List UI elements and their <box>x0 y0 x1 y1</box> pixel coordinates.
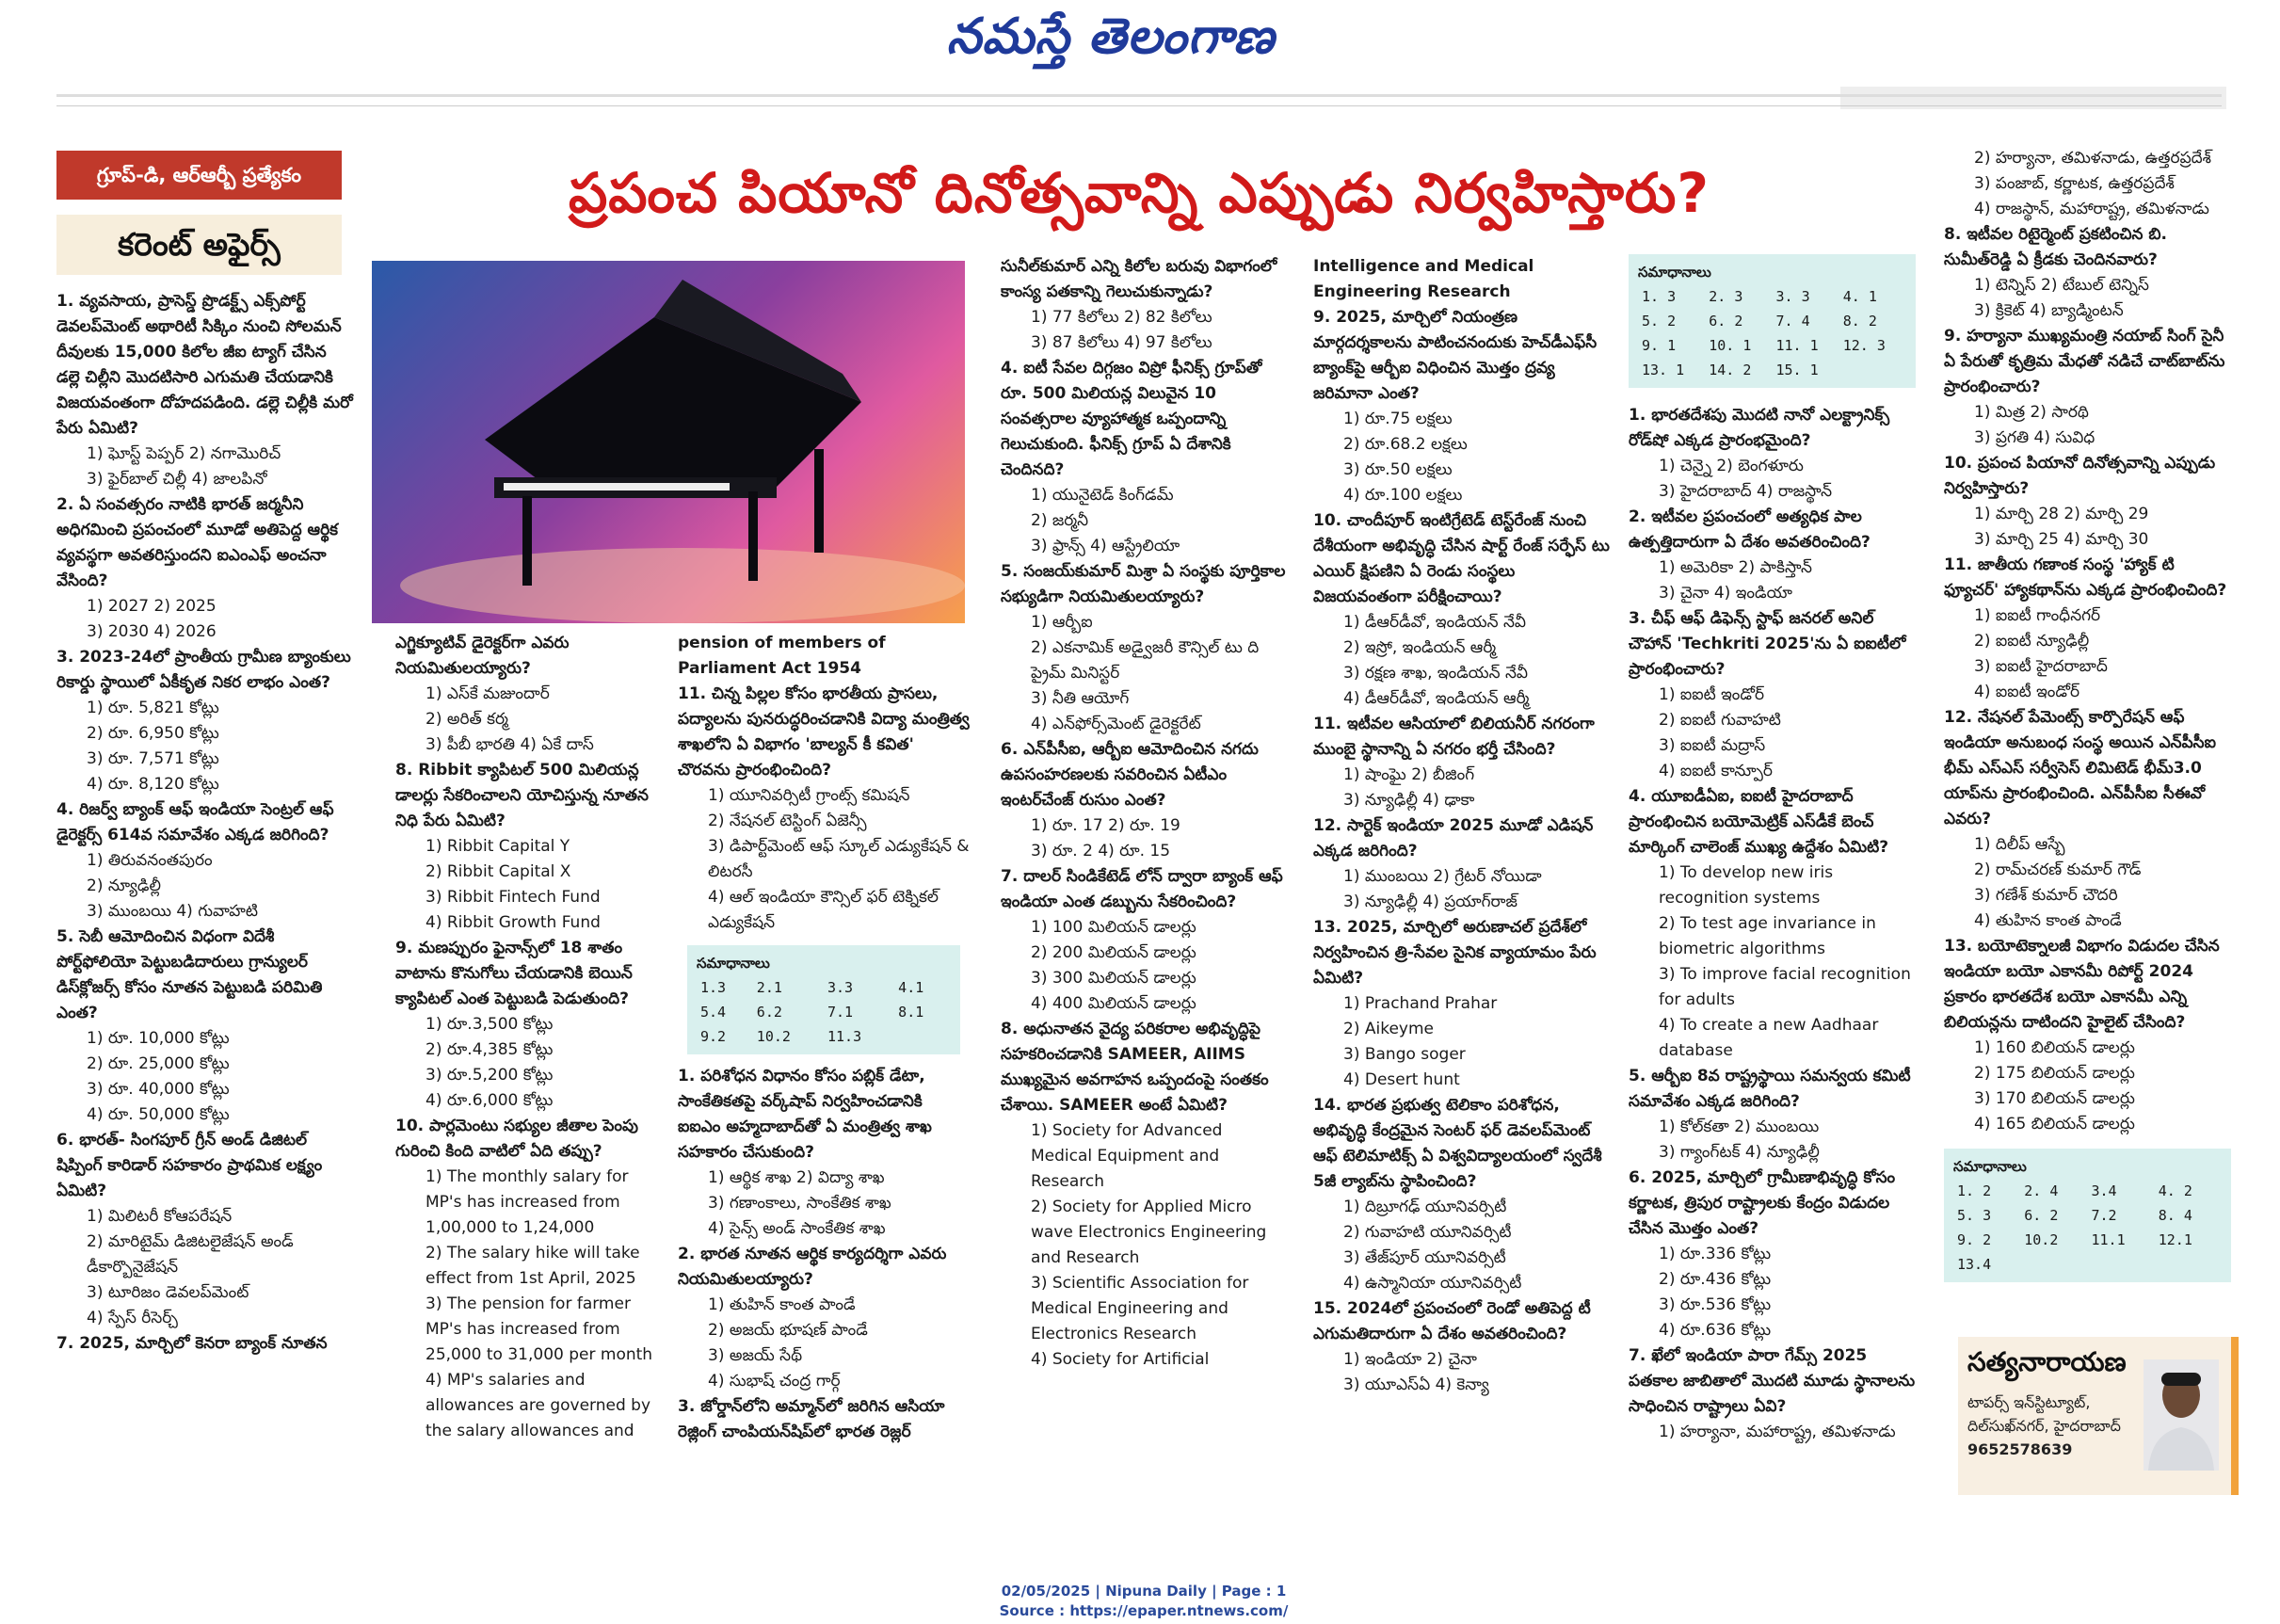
answer-option: 4) డీఆర్‌డీవో, ఇండియన్ ఆర్మీ <box>1343 689 1530 708</box>
question-text: 3. చీఫ్ ఆఫ్ డిఫెన్స్ స్టాఫ్ జనరల్ అనిల్ చౌహాన్ 'Techkriti 2025'ను ఏ ఐఐటీలో ప్రారంభించారు? <box>1629 609 1906 679</box>
question-text: 5. ఆర్బీఐ 8వ రాష్ట్రస్థాయి సమన్వయ కమిటీ సమావేశం ఎక్కడ జరిగింది? <box>1629 1067 1911 1111</box>
question-text: 6. 2025, మార్చిలో గ్రామీణాభివృద్ధి కోసం కర్ణాటక, త్రిపుర రాష్ట్రాలకు కేంద్రం విడుదల చేసిన మొత్తం ఎంత? <box>1629 1168 1896 1238</box>
answer-option: 4) 400 మిలియన్ డాలర్లు <box>1031 994 1196 1013</box>
answer-cell: 10.2 <box>756 1028 791 1045</box>
answer-option: 2) నేషనల్ టెస్టింగ్ ఏజెన్సీ <box>708 812 867 830</box>
question-block <box>1944 146 2231 222</box>
question-text: 12. నేషనల్ పేమెంట్స్ కార్పొరేషన్ ఆఫ్ ఇండియా అనుబంధ సంస్థ అయిన ఎన్‌పీసీఐ భీమ్‌ ఎస్‌ఎస్ సర్వీసెస్ లిమిటెడ్ భీమ్3.0 యాప్‌ను ప్రారంభించింది. ఎన్‌పీసీఐ సీఈవో ఎవరు? <box>1944 708 2216 828</box>
answer-option: 1) యూనివర్సిటీ గ్రాంట్స్ కమిషన్ <box>708 786 910 805</box>
answer-option: 1) రూ. 5,821 కోట్లు <box>87 699 219 717</box>
answer-option: 2) 200 మిలియన్ డాలర్లు <box>1031 943 1196 962</box>
answer-cell <box>894 1024 951 1049</box>
question-block <box>56 1128 353 1331</box>
answer-cell: 1.3 <box>700 979 727 996</box>
answers-box-3 <box>1944 1149 2231 1282</box>
answer-option: 3) క్రికెట్ 4) బ్యాడ్మింటన్ <box>1974 301 2124 320</box>
answer-option: 3) నీతి ఆయోగ్ <box>1031 689 1130 708</box>
question-block <box>1313 813 1613 915</box>
answer-option: 2) The salary hike will take effect from 1st April, 2025 <box>425 1244 640 1288</box>
column-3 <box>678 631 970 1445</box>
answer-cell: 12. 3 <box>1842 337 1886 354</box>
answer-option: 3) 300 మిలియన్ డాలర్లు <box>1031 969 1196 988</box>
divider <box>56 105 2222 106</box>
answer-option: 4) MP's salaries and allowances are governed by the salary allowances and <box>425 1371 651 1440</box>
answer-option: 2) ఐఐటీ న్యూఢిల్లీ <box>1974 632 2090 651</box>
column-5 <box>1313 254 1613 1398</box>
answer-option: 3) ప్రగతి 4) సువిధ <box>1974 428 2095 447</box>
answer-option: 3) Scientific Association for Medical Engineering and Electronics Research <box>1031 1274 1249 1343</box>
column-7 <box>1944 146 2231 1282</box>
answer-cell: 7. 4 <box>1775 313 1810 330</box>
question-text: 5. సెబీ ఆమోదించిన విధంగా విదేశీ పోర్ట్‌ఫోలియో పెట్టుబడిదారులు గ్రాన్యులర్ డిస్‌క్లోజర్స్ కోసం నూతన పెట్టుబడి పరిమితి ఎంత? <box>56 927 323 1022</box>
answer-option: 3) ఫైర్‌బాల్ చిల్లీ 4) జాలపినో <box>87 470 267 489</box>
answer-option: 4) రూ.6,000 కోట్లు <box>425 1091 554 1110</box>
answer-cell: 3.4 <box>2091 1182 2117 1199</box>
question-block <box>1313 712 1613 813</box>
answer-cell: 13. 1 <box>1642 362 1685 378</box>
answer-option: 2) అజయ్ భూషణ్ పాండే <box>708 1321 868 1340</box>
answer-cell: 2.1 <box>756 979 782 996</box>
answer-option: 2) రూ. 6,950 కోట్లు <box>87 724 219 743</box>
section-title: కరెంట్ అఫైర్స్ <box>56 215 342 275</box>
question-text: 3. జోర్డాన్‌లోని అమ్మాన్‌లో జరిగిన ఆసియా రెజ్లింగ్ చాంపియన్‌షిప్‌లో భారత రెజ్లర్ <box>678 1397 945 1441</box>
question-text: 4. యూఐడీఏఐ, ఐఐటీ హైదరాబాద్ ప్రారంభించిన బయోమెట్రిక్ ఎస్‌డీకే బెంచ్ మార్కింగ్ చాలెంజ్ ముఖ్య ఉద్దేశం ఏమిటి? <box>1629 787 1889 857</box>
answer-option: 3) హైదరాబాద్ 4) రాజస్థాన్ <box>1659 482 1833 501</box>
question-text: Intelligence and Medical Engineering Research <box>1313 257 1534 301</box>
answer-option: 1) ఆర్థిక శాఖ 2) విద్యా శాఖ <box>708 1168 885 1187</box>
answer-option: 4) రూ.100 లక్షలు <box>1343 486 1463 505</box>
question-text: 7. 2025, మార్చిలో కెనరా బ్యాంక్ నూతన <box>56 1334 328 1353</box>
answer-cell: 2. 4 <box>2024 1182 2059 1199</box>
answer-cell <box>1839 358 1906 382</box>
question-block <box>56 289 353 492</box>
answer-option: 4) రాజస్థాన్, మహారాష్ట్ర, తమిళనాడు <box>1974 200 2209 218</box>
answer-cell: 7.1 <box>827 1004 854 1021</box>
question-text: 1. భారతదేశపు మొదటి నానో ఎలక్ట్రానిక్స్ రోడ్‌షో ఎక్కడ ప్రారంభమైంది? <box>1629 406 1890 450</box>
answer-option: 3) గ్యాంగ్‌టక్ 4) న్యూఢిల్లీ <box>1659 1143 1820 1162</box>
question-text: 3. 2023-24లో ప్రాంతీయ గ్రామీణ బ్యాంకులు రికార్డు స్థాయిలో ఏకీకృత నికర లాభం ఎంత? <box>56 648 351 692</box>
answer-cell: 14. 2 <box>1709 362 1752 378</box>
answer-option: 2) గువాహటి యూనివర్సిటీ <box>1343 1223 1512 1242</box>
question-text: 5. సంజయ్‌కుమార్ మిశ్రా ఏ సంస్థకు పూర్తికాల సభ్యుడిగా నియమితులయ్యారు? <box>1001 562 1286 606</box>
question-text: 12. సార్టెక్ ఇండియా 2025 మూడో ఎడిషన్ ఎక్కడ జరిగింది? <box>1313 816 1594 860</box>
answer-option: 2) ఇస్రో, ఇండియన్ ఆర్మీ <box>1343 638 1497 657</box>
page-headline: ప్రపంచ పియానో దినోత్సవాన్ని ఎప్పుడు నిర్వహిస్తారు? <box>568 161 1710 225</box>
question-text: సునీల్‌కుమార్ ఎన్ని కిలోల బరువు విభాగంలో కాంస్య పతకాన్ని గెలుచుకున్నాడు? <box>1001 257 1277 301</box>
question-block <box>1944 222 2231 324</box>
answer-option: 1) యునైటెడ్ కింగ్‌డమ్ <box>1031 486 1174 505</box>
answer-cell: 8. 2 <box>1842 313 1877 330</box>
answer-option: 1) షాంఘై 2) బీజింగ్ <box>1343 765 1475 784</box>
answer-option: 4) తుహిన కాంత పాండే <box>1974 911 2122 930</box>
question-text: 15. 2024లో ప్రపంచంలో రెండో అతిపెద్ద టీ ఎగుమతిదారుగా ఏ దేశం అవతరించింది? <box>1313 1299 1591 1343</box>
answer-cell: 13.4 <box>1957 1256 1992 1273</box>
question-block <box>56 492 353 645</box>
answer-option: 3) 2030 4) 2026 <box>87 622 217 641</box>
answer-cell: 6.2 <box>756 1004 782 1021</box>
answer-option: 3) ఐఐటీ హైదరాబాద్ <box>1974 657 2108 676</box>
question-text: 9. 2025, మార్చిలో నియంత్రణ మార్గదర్శకాలను పాటించనందుకు హెచ్‌డీఎఫ్‌సీ బ్యాంక్‌పై ఆర్బీఐ విధించిన మొత్తం ద్రవ్య జరిమానా ఎంత? <box>1313 308 1598 403</box>
answer-option: 1) రూ. 10,000 కోట్లు <box>87 1029 230 1048</box>
question-text: 9. హర్యానా ముఖ్యమంత్రి నయాబ్ సింగ్ సైనీ ఏ పేరుతో కృత్రిమ మేధతో నడిచే చాట్‌బాట్‌ను ప్రారంభించారు? <box>1944 327 2225 396</box>
answer-option: 3) టూరిజం డెవలప్‌మెంట్ <box>87 1283 249 1302</box>
answer-option: 2) రూ. 25,000 కోట్లు <box>87 1054 230 1073</box>
question-block <box>1629 1166 1916 1343</box>
answer-option: 4) రూ. 8,120 కోట్లు <box>87 775 219 794</box>
answer-option: 1) తుహిన్ కాంత పాండే <box>708 1295 856 1314</box>
question-text: 8. ఇటీవల రిటైర్మెంట్ ప్రకటించిన బి. సుమీత్‌రెడ్డి ఏ క్రీడకు చెందినవారు? <box>1944 225 2167 269</box>
author-location: దిల్‌సుఖ్‌నగర్, హైదరాబాద్ <box>1967 1417 2121 1435</box>
answer-option: 1) అమెరికా 2) పాకిస్తాన్ <box>1659 558 1812 577</box>
answer-option: 3) ఐఐటీ మద్రాస్ <box>1659 736 1766 755</box>
question-text: 1. వ్యవసాయ, ప్రాసెస్డ్ ప్రొడక్ట్స్ ఎక్స్‌పోర్ట్ డెవలప్‌మెంట్ అథారిటీ సిక్కిం నుంచి సోలమన్ దీవులకు 15,000 కిలోల జీఐ ట్యాగ్ చేసిన డల్లె చిల్లీని మొదటిసారి ఎగుమతి చేయడానికి విజయవంతంగా దోహదపడింది. డల్లె చిల్లీకి మరో పేరు ఏమిటి? <box>56 292 353 438</box>
answer-option: 4) To create a new Aadhaar database <box>1659 1016 1879 1060</box>
question-text: 6. భారత్- సింగపూర్ గ్రీన్ అండ్ డిజిటల్ షిప్పింగ్ కారిడార్ సహకారం ప్రాథమిక లక్ష్యం ఏమిటి? <box>56 1131 323 1200</box>
answer-option: 1) మిత్ర 2) సారథి <box>1974 403 2089 422</box>
answer-option: 2) ఎకనామిక్ అడ్వైజరీ కౌన్సిల్ టు ది ప్రైమ్ మినిస్టర్ <box>1031 638 1260 683</box>
question-block <box>1944 553 2231 705</box>
answer-cell: 9.2 <box>700 1028 727 1045</box>
answer-option: 3) మార్చి 25 4) మార్చి 30 <box>1974 530 2149 549</box>
answer-option: 1) 100 మిలియన్ డాలర్లు <box>1031 918 1196 937</box>
question-block <box>1313 1296 1613 1398</box>
answer-option: 2) ఐఐటీ గువాహటి <box>1659 711 1781 730</box>
question-block <box>1313 254 1613 305</box>
answer-option: 2) Ribbit Capital X <box>425 862 571 881</box>
answer-option: 3) తేజ్‌పూర్ యూనివర్సిటీ <box>1343 1248 1506 1267</box>
answer-option: 1) డీఆర్‌డీవో, ఇండియన్ నేవీ <box>1343 613 1527 632</box>
answer-option: 2) 175 బిలియన్ డాలర్లు <box>1974 1064 2135 1083</box>
question-text: 2. ఇటీవల ప్రపంచంలో అత్యధిక పాల ఉత్పత్తిదారుగా ఏ దేశం అవతరించింది? <box>1629 507 1871 552</box>
answer-option: 3) Bango soger <box>1343 1045 1466 1064</box>
answer-option: 4) రూ.636 కోట్లు <box>1659 1321 1772 1340</box>
answer-option: 1) హర్యానా, మహారాష్ట్ర, తమిళనాడు <box>1659 1423 1896 1441</box>
question-text: 1. పరిశోధన విధానం కోసం పబ్లిక్ డేటా, సాంకేతికతపై వర్క్‌షాప్ నిర్వహించడానికి ఐఐఎం అహ్మదాబాద్‌తో ఏ మంత్రిత్వ శాఖ సహకారం చేసుకుంది? <box>678 1067 932 1162</box>
answer-option: 1) ఆర్బీఐ <box>1031 613 1093 632</box>
answer-option: 1) 160 బిలియన్ డాలర్లు <box>1974 1038 2135 1057</box>
answer-option: 2) మారిటైమ్ డిజిటలైజేషన్ అండ్ డీకార్బొనైజేషన్ <box>87 1232 294 1277</box>
answer-cell: 11.1 <box>2091 1231 2126 1248</box>
answer-option: 4) ఎన్‌ఫోర్స్‌మెంట్ డైరెక్టరేట్ <box>1031 715 1201 733</box>
answer-option: 3) గణాంకాలు, సాంకేతిక శాఖ <box>708 1194 891 1213</box>
answer-option: 3) న్యూఢిల్లీ 4) ప్రయాగ్‌రాజ్ <box>1343 892 1517 911</box>
question-text: 11. జాతీయ గణాంక సంస్థ 'హ్యాక్ టి ఫ్యూచర్' హ్యాకథాన్‌ను ఎక్కడ ప్రారంభించింది? <box>1944 555 2227 600</box>
answer-option: 3) యూఎస్‌ఏ 4) కెన్యా <box>1343 1375 1489 1394</box>
question-text: 8. Ribbit క్యాపిటల్ 500 మిలియన్ల డాలర్లు సేకరించాలని యోచిస్తున్న నూతన నిధి పేరు ఏమిటి? <box>395 761 649 830</box>
question-block <box>1313 305 1613 508</box>
answer-option: 3) డిపార్ట్‌మెంట్ ఆఫ్ స్కూల్ ఎడ్యుకేషన్ & లిటరసీ <box>708 837 970 881</box>
question-block <box>1944 324 2231 451</box>
answer-cell: 7.2 <box>2091 1207 2117 1224</box>
answers-title: సమాధానాలు <box>697 955 770 972</box>
question-text: 10. ప్రపంచ పియానో దినోత్సవాన్ని ఎప్పుడు నిర్వహిస్తారు? <box>1944 454 2216 498</box>
question-block <box>1629 505 1916 606</box>
answer-option: 3) పీబీ భారతి 4) ఏకే దాస్ <box>425 735 594 754</box>
answer-cell: 8. 4 <box>2158 1207 2192 1224</box>
answer-cell: 8.1 <box>898 1004 924 1021</box>
answer-option: 3) 170 బిలియన్ డాలర్లు <box>1974 1089 2135 1108</box>
answer-option: 3) అజయ్ సేథ్ <box>708 1346 803 1365</box>
answer-cell: 6. 2 <box>2024 1207 2059 1224</box>
answer-option: 2) రూ.4,385 కోట్లు <box>425 1040 554 1059</box>
column-6 <box>1629 254 1916 1445</box>
answer-option: 3) రూ. 40,000 కోట్లు <box>87 1080 230 1099</box>
question-text: 8. అధునాతన వైద్య పరికరాల అభివృద్ధిపై సహకరించడానికి SAMEER, AIIMS ముఖ్యమైన అవగాహన ఒప్పందంపై సంతకం చేశాయి. SAMEER అంటే ఏమిటి? <box>1001 1020 1269 1115</box>
answer-option: 1) ఘోస్ట్ పెప్పర్ 2) నగామొరిచ్ <box>87 444 281 463</box>
answer-option: 1) ఎస్‌కే మజుందార్ <box>425 684 550 703</box>
question-text: 14. భారత ప్రభుత్వ టెలికాం పరిశోధన, అభివృద్ధి కేంద్రమైన సెంటర్ ఫర్ డెవలప్‌మెంట్ ఆఫ్ టెలిమాటిక్స్ ఏ విశ్వవిద్యాలయంలో స్వదేశీ 5జీ ల్యాబ్‌ను స్థాపించింది? <box>1313 1096 1602 1191</box>
answer-option: 1) రూ.336 కోట్లు <box>1659 1245 1772 1263</box>
question-block <box>395 758 659 936</box>
column-4 <box>1001 254 1288 1373</box>
question-block <box>56 925 353 1128</box>
answer-option: 2) రూ.68.2 లక్షలు <box>1343 435 1468 454</box>
answer-option: 1) రూ.75 లక్షలు <box>1343 410 1453 428</box>
answer-option: 3) రూ. 2 4) రూ. 15 <box>1031 842 1171 860</box>
answer-cell: 3. 3 <box>1775 288 1810 305</box>
piano-illustration <box>372 261 965 623</box>
question-text: 7. దాలర్ సిండికేటెడ్ లోన్ ద్వారా బ్యాంక్ ఆఫ్ ఇండియా ఎంత డబ్బును సేకరించింది? <box>1001 867 1283 911</box>
answer-cell: 2. 3 <box>1709 288 1743 305</box>
question-text: 7. ఖేలో ఇండియా పారా గేమ్స్ 2025 పతకాల జాబితాలో మొదటి మూడు స్థానాలను సాధించిన రాష్ట్రాలు ఏవి? <box>1629 1346 1916 1416</box>
question-text: 2. భారత నూతన ఆర్థిక కార్యదర్శిగా ఎవరు నియమితులయ్యారు? <box>678 1245 947 1289</box>
person-icon <box>2144 1359 2219 1471</box>
answer-option: 4) ఐఐటీ ఇండోర్ <box>1974 683 2080 701</box>
answer-cell: 10. 1 <box>1709 337 1752 354</box>
answer-option: 1) చెన్నై 2) బెంగళూరు <box>1659 457 1804 475</box>
divider <box>56 94 2222 97</box>
question-block <box>1001 356 1288 559</box>
answer-option: 1) టెన్నిస్ 2) టేబుల్ టెన్నిస్ <box>1974 276 2149 295</box>
answer-option: 4) Society for Artificial <box>1031 1350 1210 1369</box>
question-text: 11. చిన్న పిల్లల కోసం భారతీయ ప్రాసలు, పద్యాలను పునరుద్ధరించడానికి విద్యా మంత్రిత్వ శాఖలోని ఏ విభాగం 'బాల్యన్ కీ కవిత' చొరవను ప్రారంభించింది? <box>678 684 970 780</box>
answer-option: 1) ఐఐటీ గాంధీనగర్ <box>1974 606 2101 625</box>
answer-option: 4) రూ. 50,000 కోట్లు <box>87 1105 230 1124</box>
answer-cell: 11. 1 <box>1775 337 1819 354</box>
answer-option: 4) 165 బిలియన్ డాలర్లు <box>1974 1115 2135 1134</box>
answer-option: 4) సుభాష్ చంద్ర గార్గ్ <box>708 1372 841 1391</box>
question-block <box>1001 864 1288 1017</box>
answer-cell: 9. 2 <box>1957 1231 1992 1248</box>
question-block <box>1629 403 1916 505</box>
question-text: 10. పార్లమెంటు సభ్యుల జీతాల పెంపు గురించి కింది వాటిలో ఏది తప్పు? <box>395 1117 638 1161</box>
answer-cell: 4.1 <box>898 979 924 996</box>
answer-option: 4) సైన్స్ అండ్ సాంకేతిక శాఖ <box>708 1219 886 1238</box>
question-block <box>56 1331 353 1357</box>
answer-option: 1) రూ.3,500 కోట్లు <box>425 1015 554 1034</box>
question-block <box>678 631 970 682</box>
answer-option: 3) ముంబయి 4) గువాహటి <box>87 902 258 921</box>
question-block <box>1629 606 1916 784</box>
answer-cell: 1. 3 <box>1642 288 1677 305</box>
answer-option: 1) ఐఐటీ ఇండోర్ <box>1659 685 1765 704</box>
question-text: 13. 2025, మార్చిలో అరుణాచల్ ప్రదేశ్‌లో నిర్వహించిన త్రి-సేవల సైనిక వ్యాయామం పేరు ఏమిటి? <box>1313 918 1597 988</box>
question-block <box>56 797 353 925</box>
answer-cell <box>2155 1252 2222 1277</box>
answer-option: 4) ఉస్మానియా యూనివర్సిటీ <box>1343 1274 1522 1293</box>
answer-option: 1) 77 కిలోలు 2) 82 కిలోలు <box>1031 308 1212 327</box>
column-2 <box>395 631 659 1444</box>
answer-option: 2) అరిత్ కర్మ <box>425 710 508 729</box>
answer-option: 1) ముంబయి 2) గ్రేటర్ నోయిడా <box>1343 867 1542 886</box>
question-block <box>1313 508 1613 712</box>
answer-option: 2) హర్యానా, తమిళనాడు, ఉత్తరప్రదేశ్ <box>1974 149 2212 168</box>
answer-option: 3) పంజాబ్, కర్ణాటక, ఉత్తరప్రదేశ్ <box>1974 174 2175 193</box>
answer-option: 1) కోల్‌కతా 2) ముంబయి <box>1659 1118 1820 1136</box>
footer-date: 02/05/2025 | Nipuna Daily | Page : 1 <box>1001 1583 1287 1600</box>
answer-option: 2) Society for Applied Micro wave Electronics Engineering and Research <box>1031 1198 1267 1267</box>
answer-option: 1) The monthly salary for MP's has increased from 1,00,000 to 1,24,000 <box>425 1167 629 1237</box>
question-block <box>1001 737 1288 864</box>
answer-cell: 5. 3 <box>1957 1207 1992 1224</box>
footer-source: Source : https://epaper.ntnews.com/ <box>999 1602 1289 1619</box>
answer-option: 4) Desert hunt <box>1343 1070 1460 1089</box>
question-text: 2. ఏ సంవత్సరం నాటికి భారత్ జర్మనీని అధిగమించి ప్రపంచంలో మూడో అతిపెద్ద ఆర్థిక వ్యవస్థగా అవతరిస్తుందని ఐఎంఎఫ్ అంచనా వేసింది? <box>56 495 339 590</box>
question-text: 4. రిజర్వ్ బ్యాంక్ ఆఫ్ ఇండియా సెంట్రల్ ఆఫ్ డైరెక్టర్స్ 614వ సమావేశం ఎక్కడ జరిగింది? <box>56 800 334 844</box>
answer-option: 1) దిలీప్ ఆస్బే <box>1974 835 2065 854</box>
question-text: 4. ఐటీ సేవల దిగ్గజం విప్రో ఫీనిక్స్ గ్రూప్‌తో రూ. 500 మిలియన్ల విలువైన 10 సంవత్సరాల వ్యూహాత్మక ఒప్పందాన్ని గెలుచుకుంది. ఫీనిక్స్ గ్రూప్ ఏ దేశానికి చెందినది? <box>1001 359 1262 479</box>
answer-option: 1) రూ. 17 2) రూ. 19 <box>1031 816 1180 835</box>
answer-cell: 4. 1 <box>1842 288 1877 305</box>
answer-option: 1) తిరువనంతపురం <box>87 851 213 870</box>
question-block <box>1313 915 1613 1093</box>
question-block <box>56 645 353 797</box>
answer-cell: 1. 2 <box>1957 1182 1992 1199</box>
answer-option: 1) మార్చి 28 2) మార్చి 29 <box>1974 505 2149 523</box>
answer-cell: 5.4 <box>700 1004 727 1021</box>
question-block <box>1629 784 1916 1064</box>
answer-option: 3) గణేశ్ కుమార్ చౌదరి <box>1974 886 2118 905</box>
question-block <box>1629 1064 1916 1166</box>
answer-cell <box>2088 1252 2155 1277</box>
answer-option: 2) రామ్‌చరణ్ కుమార్ గౌడ్ <box>1974 860 2142 879</box>
answer-option: 3) The pension for farmer MP's has increased from 25,000 to 31,000 per month <box>425 1294 653 1364</box>
question-block <box>678 1242 970 1394</box>
answer-cell: 9. 1 <box>1642 337 1677 354</box>
answer-option: 3) ఫ్రాన్స్ 4) ఆస్ట్రేలియా <box>1031 537 1180 555</box>
piano-photo <box>372 261 965 623</box>
answer-cell: 11.3 <box>827 1028 862 1045</box>
answer-option: 1) 2027 2) 2025 <box>87 597 217 616</box>
answer-cell: 12.1 <box>2158 1231 2192 1248</box>
author-card <box>1958 1337 2239 1495</box>
question-block <box>1629 1343 1916 1445</box>
question-text: 6. ఎన్‌పీసీఐ, ఆర్బీఐ ఆమోదించిన నగదు ఉపసంహరణలకు సవరించిన ఏటీఎం ఇంటర్‌చేంజ్ రుసుం ఎంత? <box>1001 740 1259 810</box>
question-block <box>1001 254 1288 356</box>
answer-option: 1) Ribbit Capital Y <box>425 837 570 856</box>
question-text: 11. ఇటీవల ఆసియాలో బిలియనీర్ నగరంగా ముంబై స్థానాన్ని ఏ నగరం భర్తీ చేసింది? <box>1313 715 1595 759</box>
question-block <box>678 1394 970 1445</box>
avatar <box>2144 1359 2219 1471</box>
answer-option: 3) రూ.5,200 కోట్లు <box>425 1066 554 1085</box>
answer-cell: 10.2 <box>2024 1231 2059 1248</box>
answer-option: 1) ఇండియా 2) చైనా <box>1343 1350 1477 1369</box>
answer-option: 3) రక్షణ శాఖ, ఇండియన్ నేవీ <box>1343 664 1529 683</box>
question-block <box>1001 1017 1288 1373</box>
answer-cell <box>2020 1252 2087 1277</box>
question-text: 9. మణప్పురం ఫైనాన్స్‌లో 18 శాతం వాటాను కొనుగోలు చేయడానికి బెయిన్ క్యాపిటల్ ఎంత పెట్టుబడి పెడుతుంది? <box>395 939 633 1008</box>
question-text: 10. చాందీపూర్ ఇంటిగ్రేటెడ్ టెస్ట్‌రేంజ్ నుంచి దేశీయంగా అభివృద్ధి చేసిన షార్ట్ రేంజ్ సర్ఫేస్ టు ఎయిర్ క్షిపణిని ఏ రెండు సంస్థలు విజయవంతంగా పరీక్షించాయి? <box>1313 511 1610 606</box>
answer-option: 1) To develop new iris recognition systems <box>1659 863 1834 908</box>
answers-box-2 <box>1629 254 1916 388</box>
answer-option: 1) మిలిటరీ కోఆపరేషన్ <box>87 1207 233 1226</box>
question-text: pension of members of Parliament Act 1954 <box>678 634 886 678</box>
answer-option: 2) To test age invariance in biometric algorithms <box>1659 914 1876 958</box>
question-block <box>678 1064 970 1242</box>
answer-cell: 15. 1 <box>1775 362 1819 378</box>
answer-option: 4) Ribbit Growth Fund <box>425 913 601 932</box>
question-block <box>395 631 659 758</box>
question-block <box>395 1114 659 1444</box>
question-text: 13. బయోటెక్నాలజీ విభాగం విడుదల చేసిన ఇండియా బయో ఎకానమీ రిపోర్ట్ 2024 ప్రకారం భారతదేశ బయో ఎకానమీ ఎన్ని బిలియన్లను దాటిందని హైలైట్ చేసింది? <box>1944 937 2220 1032</box>
answer-option: 3) 87 కిలోలు 4) 97 కిలోలు <box>1031 333 1212 352</box>
author-institute: టాపర్స్ ఇన్‌స్టిట్యూట్, <box>1967 1393 2091 1411</box>
answer-option: 3) రూ. 7,571 కోట్లు <box>87 749 219 768</box>
answers-title: సమాధానాలు <box>1638 264 1711 281</box>
answers-box-1 <box>687 945 960 1054</box>
section-badge: గ్రూప్-డి, ఆర్ఆర్బీ ప్రత్యేకం <box>56 151 342 200</box>
masthead: నమస్తే తెలంగాణ <box>946 8 1276 65</box>
question-block <box>395 936 659 1114</box>
answer-option: 2) రూ.436 కోట్లు <box>1659 1270 1772 1289</box>
answer-option: 1) దిబ్రూగఢ్ యూనివర్సిటీ <box>1343 1198 1507 1216</box>
answer-cell: 5. 2 <box>1642 313 1677 330</box>
answer-option: 4) ఐఐటీ కాన్పూర్ <box>1659 762 1773 780</box>
answer-cell: 6. 2 <box>1709 313 1743 330</box>
column-1 <box>56 289 353 1357</box>
question-block <box>1313 1093 1613 1296</box>
answer-option: 2) న్యూఢిల్లీ <box>87 876 161 895</box>
answer-option: 2) జర్మనీ <box>1031 511 1089 530</box>
answer-option: 3) రూ.50 లక్షలు <box>1343 460 1453 479</box>
answer-option: 4) స్పేస్ రీసెర్చ్ <box>87 1309 178 1327</box>
answer-option: 3) రూ.536 కోట్లు <box>1659 1295 1772 1314</box>
question-block <box>1944 934 2231 1137</box>
answer-option: 1) Society for Advanced Medical Equipment and Research <box>1031 1121 1223 1191</box>
answer-option: 4) ఆల్ ఇండియా కౌన్సిల్ ఫర్ టెక్నికల్ ఎడ్యుకేషన్ <box>708 888 939 932</box>
answers-title: సమాధానాలు <box>1953 1158 2027 1175</box>
answer-option: 3) న్యూఢిల్లీ 4) ఢాకా <box>1343 791 1475 810</box>
question-text: ఎగ్జిక్యూటివ్ డైరెక్టర్‌గా ఎవరు నియమితులయ్యారు? <box>395 634 570 678</box>
question-block <box>1944 451 2231 553</box>
footer <box>941 1582 1346 1621</box>
answer-option: 1) Prachand Prahar <box>1343 994 1498 1013</box>
answer-option: 3) చైనా 4) ఇండియా <box>1659 584 1792 603</box>
answer-cell: 4. 2 <box>2158 1182 2192 1199</box>
question-block <box>1944 705 2231 934</box>
answer-option: 2) Aikeyme <box>1343 1020 1434 1038</box>
answer-cell: 3.3 <box>827 979 854 996</box>
author-phone: 9652578639 <box>1967 1440 2073 1458</box>
answer-option: 3) To improve facial recognition for adults <box>1659 965 1911 1009</box>
question-block <box>1001 559 1288 737</box>
author-name: సత్యనారాయణ <box>1967 1346 2127 1377</box>
question-block <box>678 682 970 936</box>
answer-option: 3) Ribbit Fintech Fund <box>425 888 601 907</box>
